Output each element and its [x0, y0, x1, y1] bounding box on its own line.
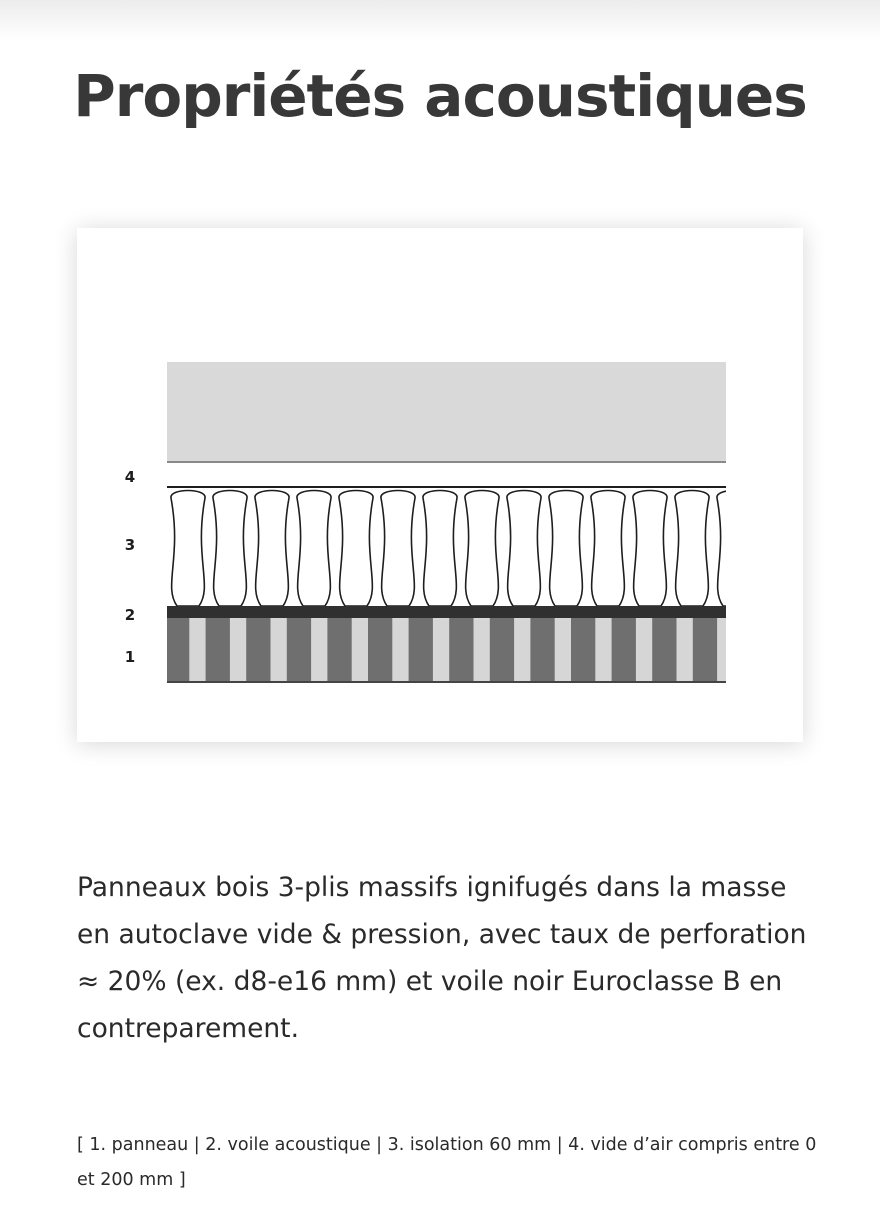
layer-3-insulation: [171, 491, 751, 607]
layer-legend: [ 1. panneau | 2. voile acoustique | 3. isolation 60 mm | 4. vide d’air compris entre 0 et 200 mm ]: [77, 1135, 817, 1190]
diagram-card: [77, 228, 803, 742]
layer-label-3: 3: [124, 536, 136, 554]
panel-stripe: [514, 618, 530, 682]
panel-stripe: [352, 618, 368, 682]
insulation-loop: [549, 491, 583, 607]
layer-2-acoustic-veil: [167, 606, 726, 618]
insulation-loop: [339, 491, 373, 607]
description-text: Panneaux bois 3-plis massifs ignifugés dans la masse en autoclave vide & pression, avec taux de perforation ≈ 20% (ex. d8-e16 mm) et voile noir Euroclasse B en contreparement.: [77, 872, 807, 1044]
panel-stripe: [717, 618, 726, 682]
layer-label-1: 1: [124, 648, 136, 666]
panel-stripe: [189, 618, 205, 682]
insulation-loop: [213, 491, 247, 607]
layer-label-4: 4: [124, 468, 136, 486]
panel-stripe: [311, 618, 327, 682]
panel-stripe: [392, 618, 408, 682]
insulation-loop: [297, 491, 331, 607]
insulation-loop: [675, 491, 709, 607]
insulation-loop: [255, 491, 289, 607]
panel-stripe: [677, 618, 693, 682]
insulation-loop: [465, 491, 499, 607]
panel-stripe: [230, 618, 246, 682]
insulation-loop: [381, 491, 415, 607]
insulation-loop: [171, 491, 205, 607]
layer-1-panel: [167, 618, 726, 682]
acoustic-layers-diagram: [77, 228, 803, 742]
top-shade: [0, 0, 880, 40]
panel-stripe: [474, 618, 490, 682]
insulation-loop: [717, 491, 751, 607]
insulation-loop: [423, 491, 457, 607]
page-title: Propriétés acoustiques: [73, 62, 807, 130]
panel-stripe: [595, 618, 611, 682]
panel-stripe: [271, 618, 287, 682]
insulation-loop: [507, 491, 541, 607]
panel-stripe: [555, 618, 571, 682]
panel-stripe: [433, 618, 449, 682]
layer-4-air-gap: [167, 362, 726, 462]
panel-stripe: [636, 618, 652, 682]
insulation-loop: [633, 491, 667, 607]
layer-label-2: 2: [124, 606, 136, 624]
insulation-loop: [591, 491, 625, 607]
